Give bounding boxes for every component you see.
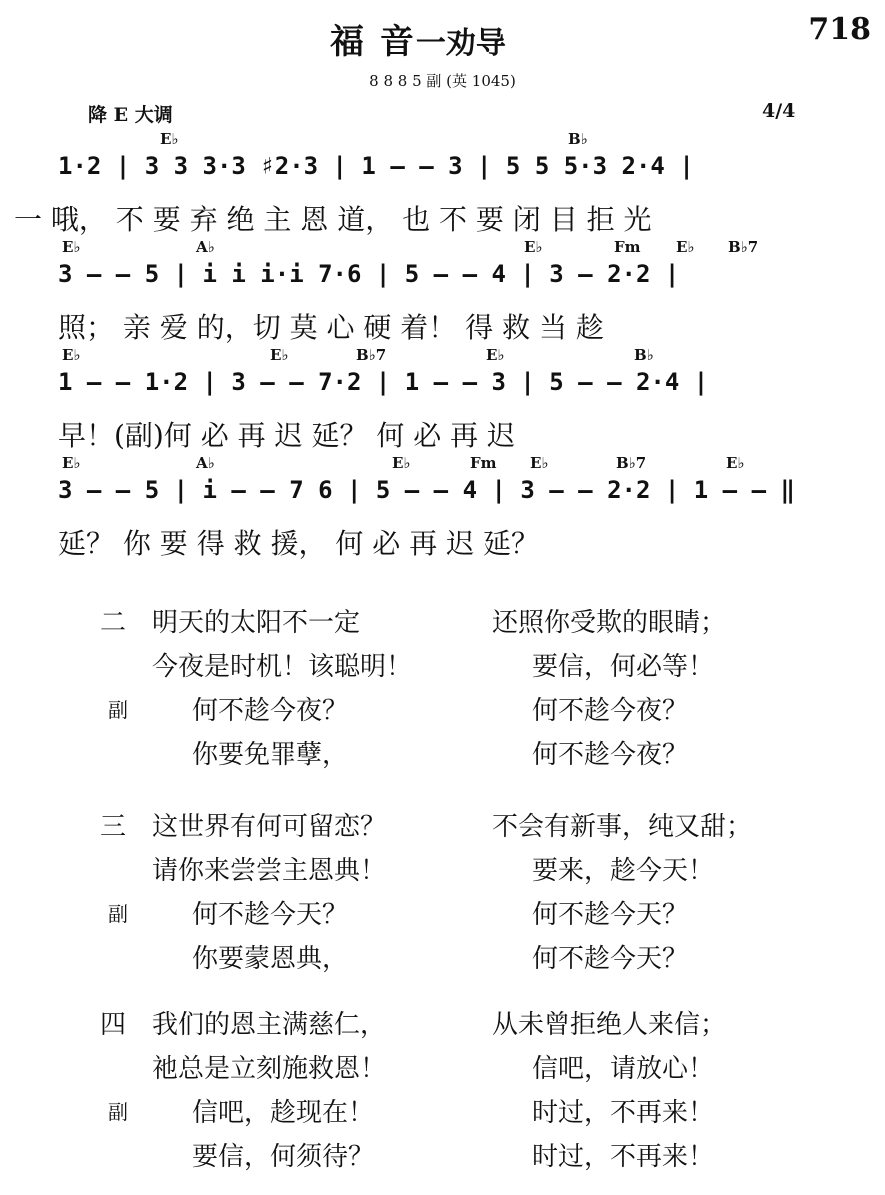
chord: E♭ (62, 454, 81, 472)
chord-row-1 (0, 130, 885, 150)
chord: B♭7 (728, 238, 759, 256)
chord: B♭7 (616, 454, 647, 472)
verse-line: 还照你受欺的眼睛； (492, 608, 727, 638)
verse-line: 何不趁今夜？ (192, 696, 349, 726)
verse-line: 信吧，趁现在！ (192, 1098, 375, 1128)
chord: B♭7 (356, 346, 387, 364)
chord: A♭ (196, 454, 215, 472)
chord: B♭ (568, 130, 588, 148)
verse-line: 你要免罪孽， (192, 740, 349, 770)
page-number: 718 (808, 12, 871, 47)
lyrics-line-2: 照； 亲 爱 的，切 莫 心 硬 着！ 得 救 当 趁 (58, 311, 604, 344)
notation-line-2: 3 — — 5 | i i i·i 7·6 | 5 — — 4 | 3 — 2·2 | (58, 260, 680, 288)
verse-line: 时过，不再来！ (532, 1098, 715, 1128)
verse-number: 三 (100, 812, 127, 842)
verse-line: 要信，何必等！ (532, 652, 715, 682)
chord: B♭ (634, 346, 654, 364)
time-signature: 4/4 (762, 100, 796, 122)
chord: E♭ (530, 454, 549, 472)
hymn-title: 福 音一劝导 (330, 22, 506, 62)
verse-line: 何不趁今天？ (192, 900, 349, 930)
chord: E♭ (62, 238, 81, 256)
refrain-mark: 副 (108, 902, 128, 926)
lyrics-line-1: 一 哦， 不 要 弃 绝 主 恩 道， 也 不 要 闭 目 拒 光 (14, 203, 652, 236)
verse-line: 今夜是时机！该聪明！ (152, 652, 413, 682)
chord-row-3 (0, 346, 885, 366)
refrain-mark: 副 (108, 1100, 128, 1124)
lyrics-line-3: 早！(副)何 必 再 迟 延？ 何 必 再 迟 (58, 419, 516, 452)
refrain-mark: 副 (108, 698, 128, 722)
chord: E♭ (160, 130, 179, 148)
verse-number: 四 (100, 1010, 127, 1040)
verse-line: 何不趁今天？ (532, 900, 689, 930)
chord: E♭ (270, 346, 289, 364)
verse-line: 何不趁今夜？ (532, 740, 689, 770)
meter-line: 8 8 8 5 副 (英 1045) (369, 72, 516, 90)
chord: E♭ (524, 238, 543, 256)
verse-line: 时过，不再来！ (532, 1142, 715, 1172)
chord: E♭ (726, 454, 745, 472)
chord: E♭ (62, 346, 81, 364)
verse-line: 祂总是立刻施救恩！ (152, 1054, 387, 1084)
verse-line: 要信，何须待？ (192, 1142, 375, 1172)
verse-line: 要来，趁今天！ (532, 856, 715, 886)
key-signature: 降 E 大调 (88, 104, 173, 126)
notation-line-3: 1 — — 1·2 | 3 — — 7·2 | 1 — — 3 | 5 — — 2·4 | (58, 368, 709, 396)
hymn-subtitle: 一劝导 (415, 26, 506, 61)
chord: E♭ (392, 454, 411, 472)
verse-line: 你要蒙恩典， (192, 944, 349, 974)
chord: E♭ (486, 346, 505, 364)
chord: A♭ (196, 238, 215, 256)
verse-line: 明天的太阳不一定 (152, 608, 361, 638)
verse-line: 从未曾拒绝人来信； (492, 1010, 727, 1040)
verse-line: 这世界有何可留恋？ (152, 812, 387, 842)
chord-row-4 (0, 454, 885, 474)
chord: E♭ (676, 238, 695, 256)
chord: Fm (470, 454, 497, 472)
verse-line: 我们的恩主满慈仁， (152, 1010, 387, 1040)
verse-line: 信吧，请放心！ (532, 1054, 715, 1084)
notation-line-1: 1·2 | 3 3 3·3 ♯2·3 | 1 — — 3 | 5 5 5·3 2·4 | (58, 152, 694, 180)
verse-line: 不会有新事，纯又甜； (492, 812, 753, 842)
chord: Fm (614, 238, 641, 256)
verse-line: 何不趁今夜？ (532, 696, 689, 726)
chord-row-2 (0, 238, 885, 258)
verse-line: 何不趁今天？ (532, 944, 689, 974)
verse-number: 二 (100, 608, 127, 638)
notation-line-4: 3 — — 5 | i — — 7 6 | 5 — — 4 | 3 — — 2·2 | 1 — — ‖ (58, 476, 795, 504)
lyrics-line-4: 延？ 你 要 得 救 援， 何 必 再 迟 延？ (58, 527, 540, 560)
verse-line: 请你来尝尝主恩典！ (152, 856, 387, 886)
